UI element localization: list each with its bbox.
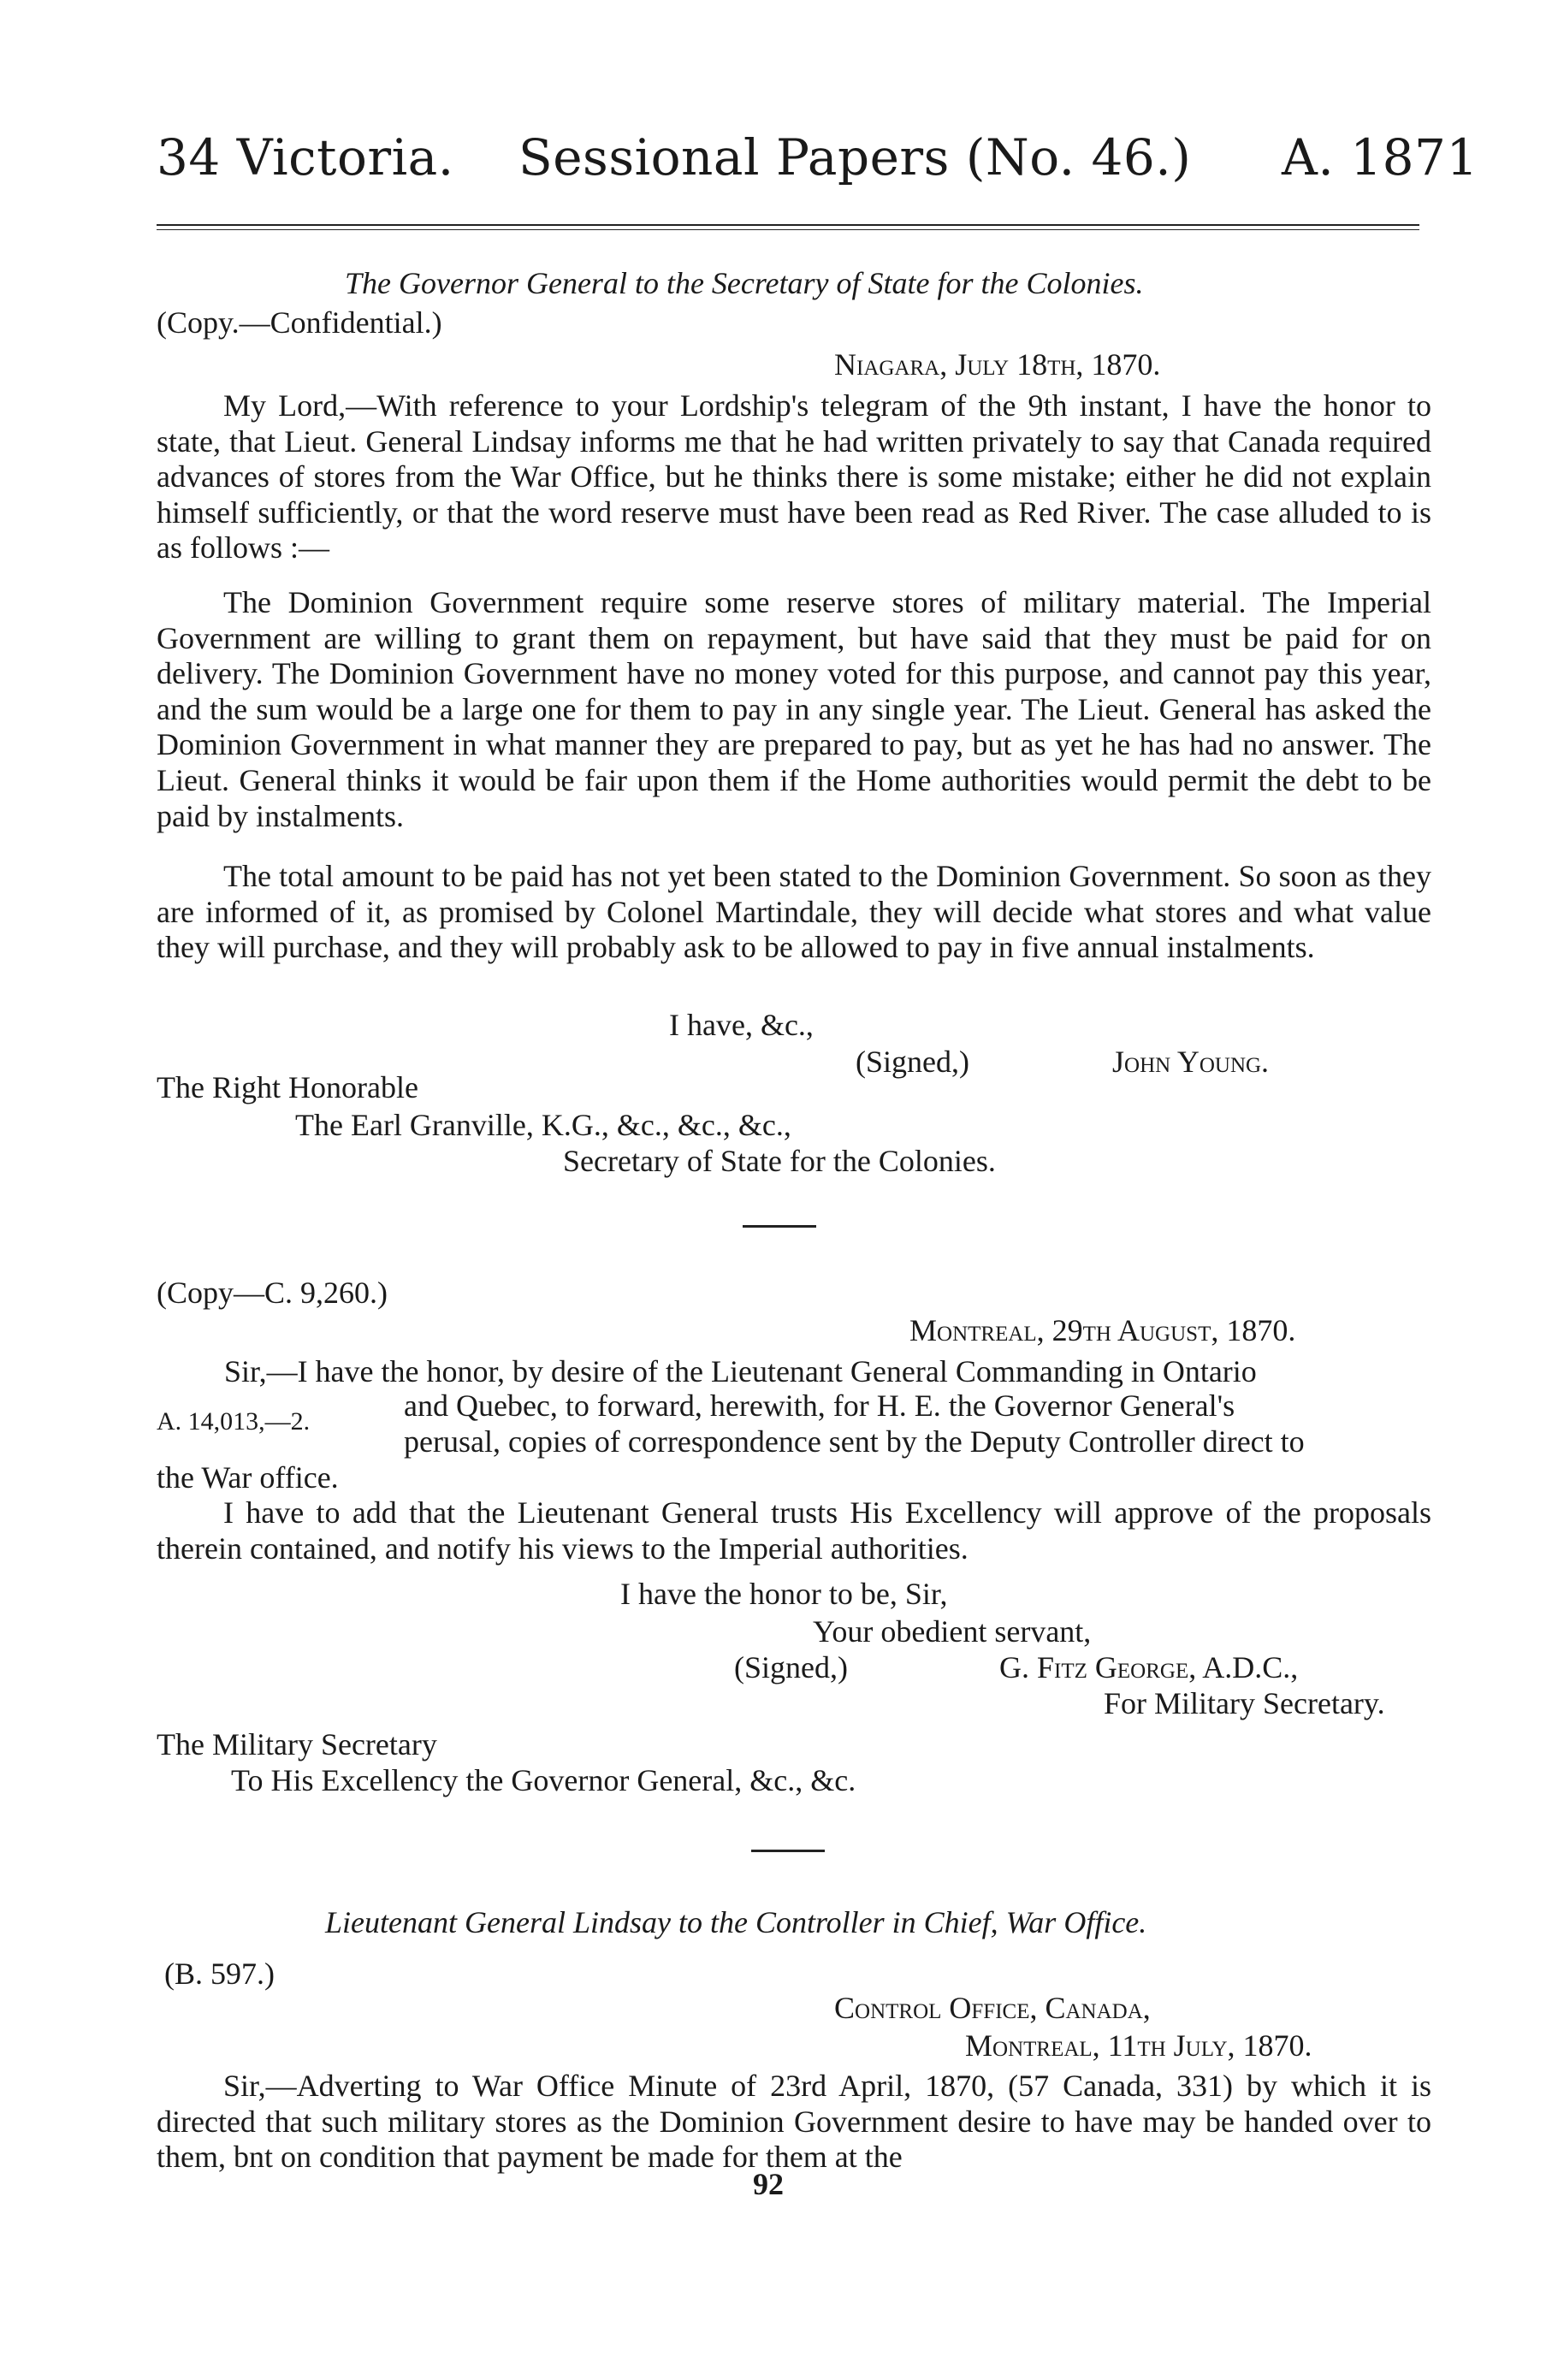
letter2-signer: G. Fitz George, A.D.C., — [999, 1650, 1299, 1684]
letter1-signed: (Signed,) — [856, 1045, 969, 1079]
header-title: Sessional Papers (No. 46.) — [518, 128, 1192, 186]
letter1-paragraph-3: The total amount to be paid has not yet been stated to the Dominion Government. So soon as they are informed of it, as promised by Colonel Martindale, they will decide what stores and what value they will purchase, and they will probably ask to be allowed to pay in five annual instalments. — [157, 859, 1431, 965]
header-year: A. 1871 — [1282, 128, 1478, 186]
header-rule-thin — [157, 229, 1419, 230]
letter3-place-date: Montreal, 11th July, 1870. — [965, 2028, 1312, 2063]
letter1-paragraph-1: My Lord,—With reference to your Lordship's telegram of the 9th instant, I have the honor to state, that Lieut. General Lindsay informs me that he had written privately to say that Canada required advances of stores from the War Office, but he thinks there is some mistake; either he did not explain himself sufficiently, or that the word reserve must have been read as Red River. The case alluded to is as follows :— — [157, 388, 1431, 565]
letter1-paragraph-2: The Dominion Government require some reserve stores of military material. The Imperial Government are willing to grant them on repayment, but have said that they must be paid for on delivery. The Dominion Government have no money voted for this purpose, and cannot pay this year, and the sum would be a large one for them to pay in any single year. The Lieut. General has asked the Dominion Government in what manner they are prepared to pay, but as yet he has had no answer. The Lieut. General thinks it would be fair upon them if the Home authorities would permit the debt to be paid by instalments. — [157, 585, 1431, 833]
letter1-addressee-line-3: Secretary of State for the Colonies. — [563, 1144, 996, 1178]
section-divider-2 — [751, 1850, 825, 1852]
letter2-closing-2: Your obedient servant, — [813, 1614, 1092, 1649]
letter2-signer-title: For Military Secretary. — [1104, 1686, 1385, 1720]
letter3-heading: Lieutenant General Lindsay to the Controller in Chief, War Office. — [325, 1905, 1147, 1939]
letter2-paragraph-2: I have to add that the Lieutenant General trusts His Excellency will approve of the proposals therein contained, and notify his views to the Imperial authorities. — [157, 1495, 1431, 1566]
letter3-office: Control Office, Canada, — [834, 1991, 1151, 2025]
letter2-closing-1: I have the honor to be, Sir, — [620, 1577, 948, 1611]
letter2-addressee-line-1: The Military Secretary — [157, 1727, 437, 1761]
letter3-reference: (B. 597.) — [164, 1957, 275, 1991]
letter2-signed: (Signed,) — [734, 1650, 848, 1684]
page-number: 92 — [753, 2167, 784, 2201]
section-divider — [743, 1225, 816, 1228]
letter1-heading: The Governor General to the Secretary of State for the Colonies. — [345, 266, 1144, 300]
letter2-line-3: perusal, copies of correspondence sent by the Deputy Controller direct to — [404, 1424, 1305, 1459]
letter2-margin-reference: A. 14,013,—2. — [157, 1407, 311, 1436]
letter1-place-date: Niagara, July 18th, 1870. — [834, 347, 1161, 382]
letter2-line-2: and Quebec, to forward, herewith, for H. E. the Governor General's — [404, 1388, 1235, 1423]
letter2-line-1: Sir,—I have the honor, by desire of the Lieutenant General Commanding in Ontario — [224, 1354, 1257, 1388]
letter2-copy-note: (Copy—C. 9,260.) — [157, 1276, 388, 1310]
letter2-line-4: the War office. — [157, 1460, 339, 1495]
letter2-addressee-line-2: To His Excellency the Governor General, &c., &c. — [231, 1763, 856, 1797]
letter3-paragraph-1: Sir,—Adverting to War Office Minute of 23rd April, 1870, (57 Canada, 331) by which it is directed that such military stores as the Dominion Government desire to have may be handed over to them, bnt on condition that payment be made for them at the — [157, 2069, 1431, 2175]
letter1-signer: John Young. — [1112, 1045, 1270, 1079]
header-session: 34 Victoria. — [157, 128, 454, 186]
letter1-copy-note: (Copy.—Confidential.) — [157, 305, 442, 340]
letter1-addressee-line-1: The Right Honorable — [157, 1070, 418, 1104]
letter1-closing: I have, &c., — [669, 1008, 814, 1042]
letter2-place-date: Montreal, 29th August, 1870. — [909, 1313, 1296, 1347]
letter1-addressee-line-2: The Earl Granville, K.G., &c., &c., &c., — [295, 1108, 791, 1142]
header-rule — [157, 224, 1419, 226]
